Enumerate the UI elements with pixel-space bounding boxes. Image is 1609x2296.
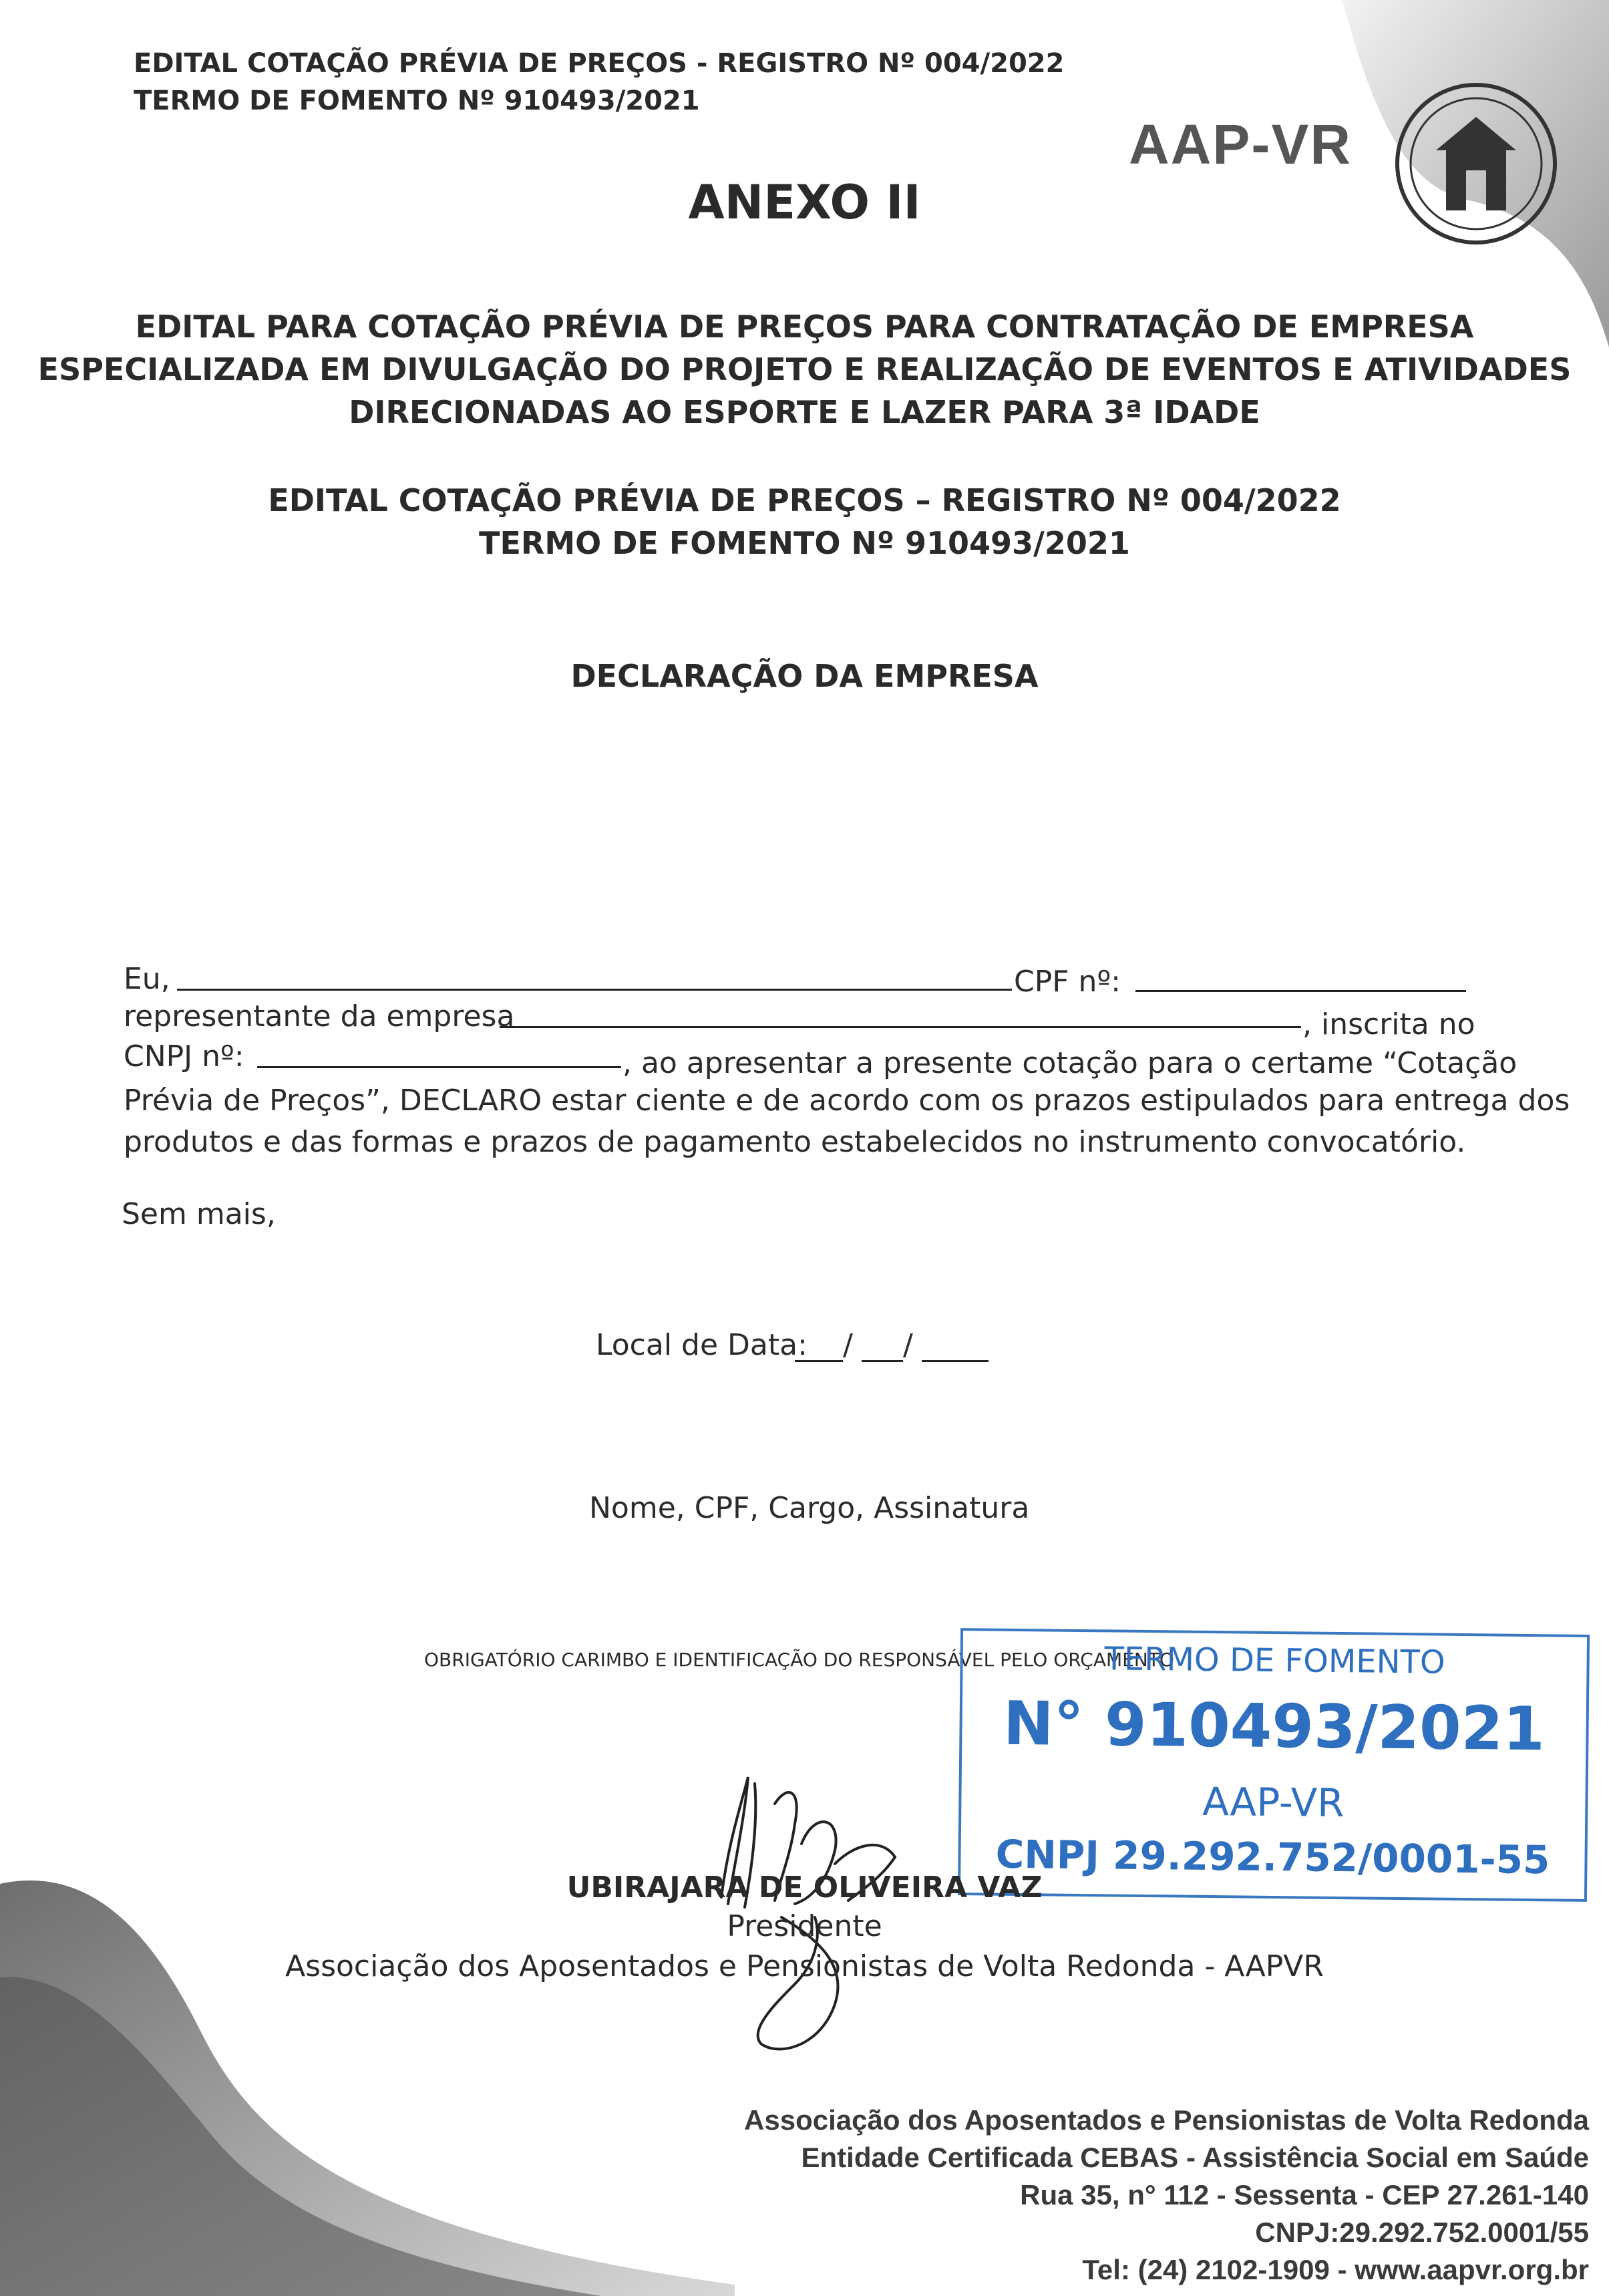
- stamp-note: OBRIGATÓRIO CARIMBO E IDENTIFICAÇÃO DO RESPONSÁVEL PELO ORÇAMENTO: [424, 1649, 1174, 1671]
- subtitle-line-1: EDITAL PARA COTAÇÃO PRÉVIA DE PREÇOS PARA CONTRATAÇÃO DE EMPRESA: [135, 309, 1474, 345]
- date-month-blank[interactable]: [862, 1360, 903, 1362]
- stamp-line-4: CNPJ 29.292.752/0001-55: [995, 1831, 1550, 1883]
- local-data-label: Local de Data:: [596, 1328, 808, 1362]
- registro-line-2: TERMO DE FOMENTO Nº 910493/2021: [479, 525, 1130, 561]
- footer-line-5: Tel: (24) 2102-1909 - www.aapvr.org.br: [1082, 2254, 1589, 2285]
- header-line-2: TERMO DE FOMENTO Nº 910493/2021: [134, 86, 700, 116]
- signatory-org: Associação dos Aposentados e Pensionistas de Volta Redonda - AAPVR: [285, 1949, 1324, 1983]
- cpf-blank[interactable]: [1135, 990, 1466, 992]
- representante-label: representante da empresa: [124, 999, 515, 1033]
- header-line-1: EDITAL COTAÇÃO PRÉVIA DE PREÇOS - REGISTRO Nº 004/2022: [134, 48, 1065, 79]
- name-blank[interactable]: [177, 989, 1012, 991]
- page-title: ANEXO II: [688, 175, 921, 230]
- stamp-line-1: TERMO DE FOMENTO: [1104, 1640, 1445, 1681]
- date-slash-2: /: [903, 1328, 913, 1362]
- signatory-name: UBIRAJARA DE OLIVEIRA VAZ: [566, 1870, 1043, 1905]
- cnpj-label: CNPJ nº:: [124, 1039, 244, 1074]
- inscrita-label: , inscrita no: [1302, 1007, 1475, 1041]
- eu-label: Eu,: [124, 962, 170, 996]
- paragraph-line-3: , ao apresentar a presente cotação para o certame “Cotação: [622, 1046, 1517, 1080]
- cnpj-blank[interactable]: [257, 1066, 621, 1068]
- date-year-blank[interactable]: [922, 1360, 989, 1362]
- subtitle-line-2: ESPECIALIZADA EM DIVULGAÇÃO DO PROJETO E REALIZAÇÃO DE EVENTOS E ATIVIDADES: [37, 351, 1572, 387]
- registro-line-1: EDITAL COTAÇÃO PRÉVIA DE PREÇOS – REGISTRO Nº 004/2022: [268, 482, 1341, 518]
- closing-text: Sem mais,: [122, 1197, 276, 1231]
- date-day-blank[interactable]: [795, 1360, 843, 1362]
- stamp-line-2: N° 910493/2021: [1003, 1688, 1546, 1765]
- footer-line-3: Rua 35, n° 112 - Sessenta - CEP 27.261-140: [1020, 2179, 1589, 2210]
- declaration-title: DECLARAÇÃO DA EMPRESA: [570, 658, 1039, 694]
- company-blank[interactable]: [500, 1026, 1301, 1028]
- cpf-label: CPF nº:: [1014, 965, 1121, 999]
- paragraph-line-4: Prévia de Preços”, DECLARO estar ciente e de acordo com os prazos estipulados para entrega dos: [124, 1084, 1570, 1118]
- signature-fields-label: Nome, CPF, Cargo, Assinatura: [589, 1491, 1030, 1525]
- stamp-line-3: AAP-VR: [1202, 1778, 1345, 1826]
- footer-line-2: Entidade Certificada CEBAS - Assistência Social em Saúde: [801, 2142, 1589, 2173]
- footer-line-4: CNPJ:29.292.752.0001/55: [1255, 2217, 1589, 2248]
- paragraph-line-5: produtos e das formas e prazos de pagamento estabelecidos no instrumento convocatório.: [124, 1125, 1466, 1159]
- termo-fomento-stamp: [958, 1628, 1590, 1902]
- footer-line-1: Associação dos Aposentados e Pensionistas de Volta Redonda: [744, 2104, 1589, 2136]
- signatory-role: Presidente: [727, 1909, 882, 1943]
- logo-text: AAP-VR: [1129, 113, 1353, 176]
- date-slash-1: /: [843, 1328, 853, 1362]
- subtitle-line-3: DIRECIONADAS AO ESPORTE E LAZER PARA 3ª IDADE: [349, 394, 1260, 430]
